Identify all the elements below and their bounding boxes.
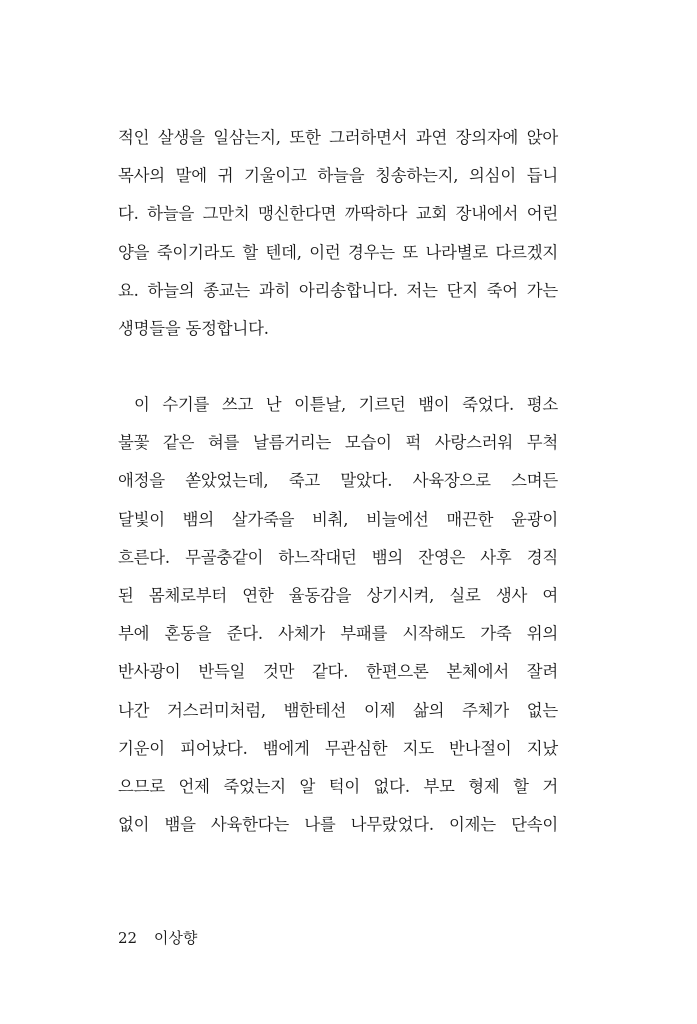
page-footer [118,928,197,948]
text-line: 다. 하늘을 그만치 맹신한다면 까딱하다 교회 장내에서 어린 [118,204,558,224]
text-line: 양을 죽이기라도 할 텐데, 이런 경우는 또 나라별로 다르겠지 [118,242,558,262]
text-line: 이 수기를 쓰고 난 이튿날, 기르던 뱀이 죽었다. 평소 [134,395,558,414]
text-line: 반사광이 반득일 것만 같다. 한편으론 본체에서 잘려 [118,662,558,682]
text-line: 된 몸체로부터 연한 율동감을 상기시켜, 실로 생사 여 [118,585,558,605]
text-line: 생명들을 동정합니다. [118,318,269,338]
text-line: 달빛이 뱀의 살가죽을 비춰, 비늘에선 매끈한 윤광이 [118,509,558,529]
text-line: 흐른다. 무골충같이 하느작대던 뱀의 잔영은 사후 경직 [118,547,558,567]
text-line: 부에 혼동을 준다. 사체가 부패를 시작해도 가죽 위의 [118,624,558,644]
text-line: 나간 거스러미처럼, 뱀한테선 이제 삶의 주체가 없는 [118,700,558,720]
paragraph-1 [118,119,558,348]
text-line: 목사의 말에 귀 기울이고 하늘을 칭송하는지, 의심이 듭니 [118,166,558,186]
running-title: 이상향 [153,929,198,947]
text-line: 없이 뱀을 사육한다는 나를 나무랐었다. 이제는 단속이 [118,815,558,835]
paragraph-2 [118,386,558,844]
text-line: 으므로 언제 죽었는지 알 턱이 없다. 부모 형제 할 거 [118,776,558,796]
text-line: 기운이 피어났다. 뱀에게 무관심한 지도 반나절이 지났 [118,738,558,758]
text-line: 요. 하늘의 종교는 과히 아리송합니다. 저는 단지 죽어 가는 [118,280,558,300]
text-line: 애정을 쏟았었는데, 죽고 말았다. 사육장으로 스며든 [118,471,558,491]
text-line: 불꽃 같은 혀를 날름거리는 모습이 퍽 사랑스러워 무척 [118,433,558,453]
page-number: 22 [118,929,138,947]
text-line: 적인 살생을 일삼는지, 또한 그러하면서 과연 장의자에 앉아 [118,128,558,147]
